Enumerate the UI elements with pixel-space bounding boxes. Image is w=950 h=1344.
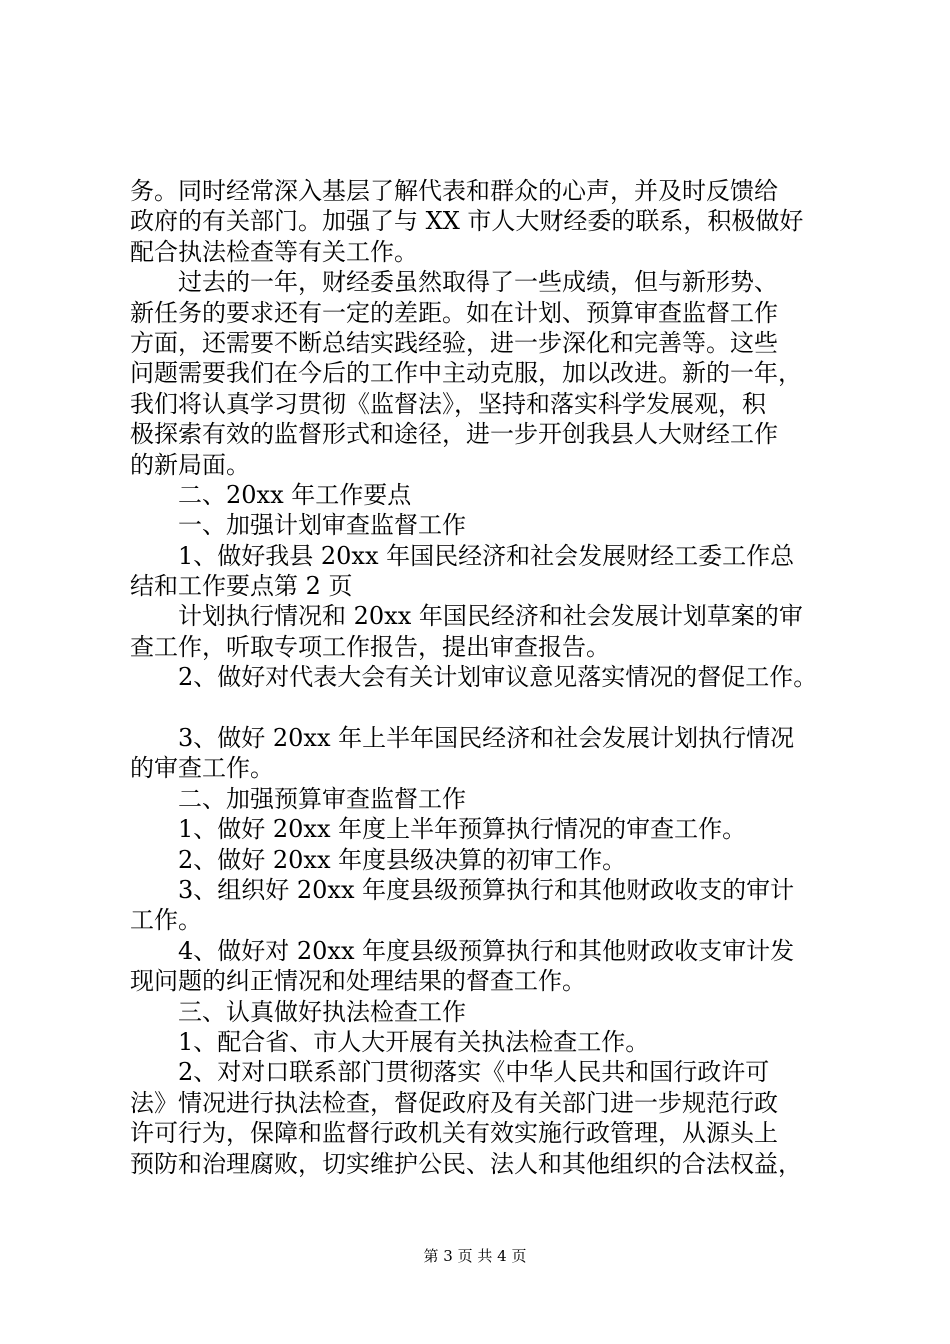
page-number: 第 3 页 共 4 页 bbox=[423, 1247, 527, 1265]
section-heading: 三、认真做好执法检查工作 bbox=[178, 997, 466, 1026]
paragraph-start: 过去的一年，财经委虽然取得了一些成绩，但与新形势、 bbox=[178, 268, 778, 297]
list-item: 1、做好我县 20xx 年国民经济和社会发展财经工委工作总 bbox=[178, 541, 795, 570]
text-line: 查工作，听取专项工作报告，提出审查报告。 bbox=[130, 632, 610, 661]
text-line: 预防和治理腐败，切实维护公民、法人和其他组织的合法权益， bbox=[130, 1149, 802, 1178]
list-item: 3、组织好 20xx 年度县级预算执行和其他财政收支的审计 bbox=[178, 875, 795, 904]
list-item: 2、做好对代表大会有关计划审议意见落实情况的督促工作。 bbox=[178, 663, 818, 692]
list-item: 1、做好 20xx 年度上半年预算执行情况的审查工作。 bbox=[178, 815, 747, 844]
document-body bbox=[130, 176, 830, 1179]
text-line: 现问题的纠正情况和处理结果的督查工作。 bbox=[130, 967, 586, 996]
text-line: 我们将认真学习贯彻《监督法》，坚持和落实科学发展观，积 bbox=[130, 389, 766, 418]
text-line: 政府的有关部门。加强了与 XX 市人大财经委的联系，积极做好 bbox=[130, 207, 804, 236]
text-line: 新任务的要求还有一定的差距。如在计划、预算审查监督工作 bbox=[130, 298, 778, 327]
blank-line bbox=[130, 693, 830, 723]
text-line: 的新局面。 bbox=[130, 450, 250, 479]
text-line: 法》情况进行执法检查，督促政府及有关部门进一步规范行政 bbox=[130, 1088, 778, 1117]
page-footer bbox=[0, 1246, 950, 1266]
text-line: 配合执法检查等有关工作。 bbox=[130, 237, 418, 266]
text-line: 问题需要我们在今后的工作中主动克服，加以改进。新的一年， bbox=[130, 359, 802, 388]
list-item: 2、对对口联系部门贯彻落实《中华人民共和国行政许可 bbox=[178, 1058, 770, 1087]
paragraph-start: 计划执行情况和 20xx 年国民经济和社会发展计划草案的审 bbox=[178, 602, 803, 631]
list-item: 1、配合省、市人大开展有关执法检查工作。 bbox=[178, 1027, 650, 1056]
section-heading: 二、加强预算审查监督工作 bbox=[178, 784, 466, 813]
text-line: 方面，还需要不断总结实践经验，进一步深化和完善等。这些 bbox=[130, 328, 778, 357]
text-line: 结和工作要点第 2 页 bbox=[130, 572, 353, 601]
text-line: 极探索有效的监督形式和途径，进一步开创我县人大财经工作 bbox=[130, 420, 778, 449]
list-item: 3、做好 20xx 年上半年国民经济和社会发展计划执行情况 bbox=[178, 724, 795, 753]
text-line: 务。同时经常深入基层了解代表和群众的心声，并及时反馈给 bbox=[130, 177, 778, 205]
text-line: 许可行为，保障和监督行政机关有效实施行政管理，从源头上 bbox=[130, 1119, 778, 1148]
section-heading: 一、加强计划审查监督工作 bbox=[178, 511, 466, 540]
text-line: 的审查工作。 bbox=[130, 754, 274, 783]
list-item: 4、做好对 20xx 年度县级预算执行和其他财政收支审计发 bbox=[178, 936, 795, 965]
section-heading: 二、20xx 年工作要点 bbox=[178, 480, 412, 509]
text-line: 工作。 bbox=[130, 906, 202, 935]
list-item: 2、做好 20xx 年度县级决算的初审工作。 bbox=[178, 845, 627, 874]
